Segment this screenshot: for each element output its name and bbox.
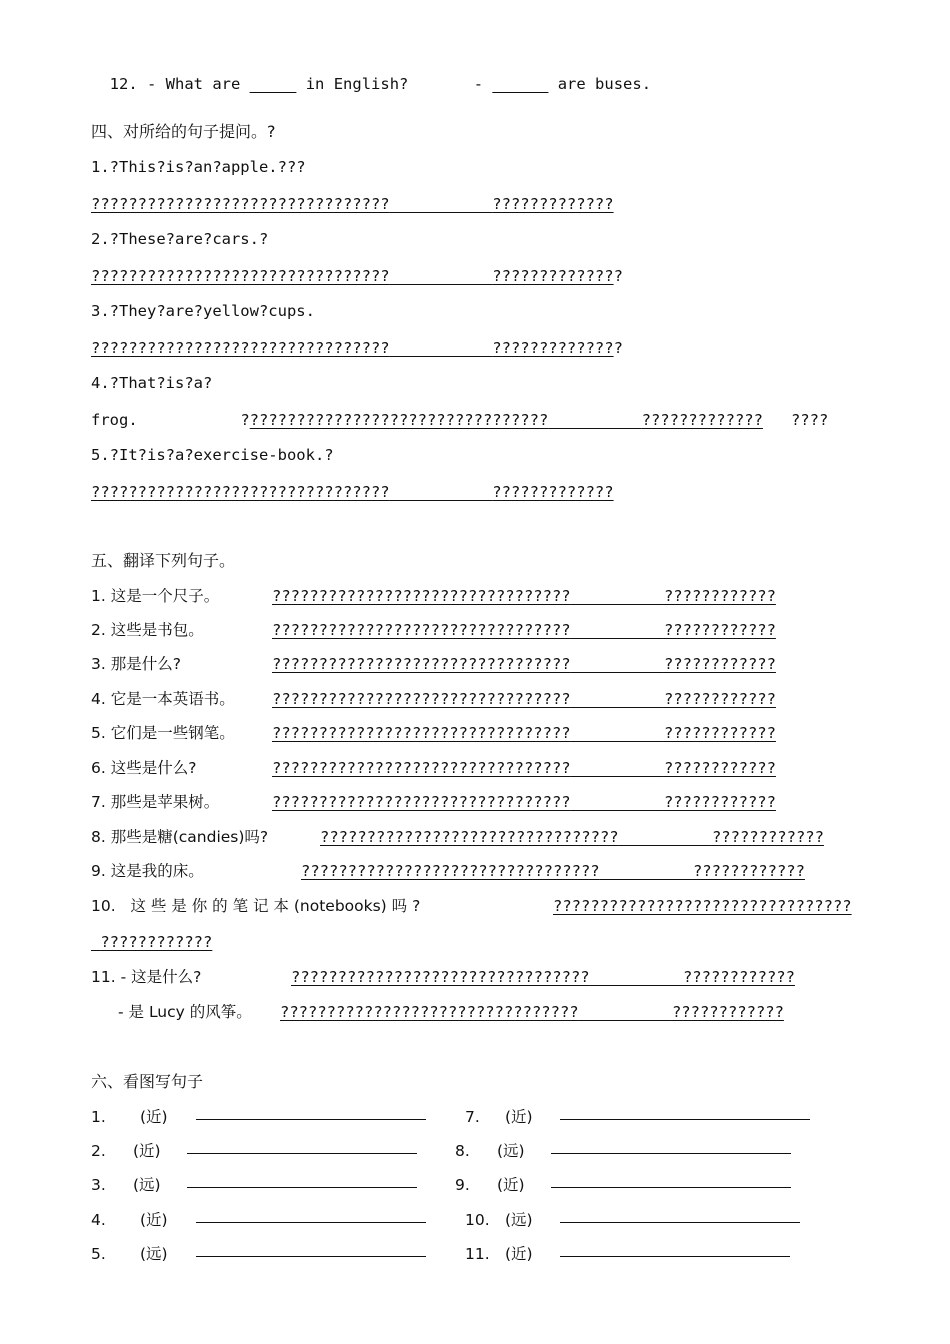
s5-item-8-answer-a: ???????????????????????????????? [320, 828, 619, 846]
s5-item-5-label [91, 722, 235, 744]
s6-right-2-num: 8. [455, 1142, 470, 1160]
q12-blank-b[interactable]: ______ [492, 75, 549, 93]
s5-item-3-answer-b: ???????????? [663, 655, 776, 673]
s5-item-10-answer-a-text: ???????????????????????????????? [553, 897, 852, 915]
s6-left-3-num: 3. [91, 1176, 106, 1194]
s5-item-4-answer[interactable] [272, 688, 776, 710]
s5-item-3-label [91, 653, 181, 675]
s5-item-11-text: - 这是什么? [120, 968, 202, 986]
s4-item-2-answer-b: ????????????? [492, 267, 614, 285]
s6-right-3-blank[interactable] [551, 1172, 791, 1194]
s6-right-1-num: 7. [465, 1108, 480, 1126]
s5-item-2-answer[interactable] [272, 619, 776, 641]
s5-item-9-num: 9. [91, 862, 106, 880]
s5-item-4-num: 4. [91, 690, 106, 708]
s6-left-5-num: 5. [91, 1245, 106, 1263]
s4-item-1-question: 1.?This?is?an?apple.??? [91, 158, 306, 176]
s5-item-11-gap [590, 968, 683, 986]
s6-right-5-tag: (近) [505, 1245, 533, 1263]
s5-item-1-answer-b: ???????????? [663, 587, 776, 605]
s5-item-11-num: 11. [91, 968, 116, 986]
s5-item-10-lead [91, 933, 100, 951]
s5-item-9-answer-b: ???????????? [692, 862, 805, 880]
s4-item-1-answer-b: ????????????? [492, 195, 614, 213]
q12-text-d: are buses. [557, 75, 652, 93]
s4-item-4-answer-line[interactable] [91, 409, 828, 431]
s5-item-11b-answer[interactable] [280, 1001, 784, 1023]
s4-item-5-gap [390, 483, 493, 501]
s5-item-8-num: 8. [91, 828, 106, 846]
s6-right-4-blank[interactable] [560, 1207, 800, 1229]
q12-text-b: in English? [305, 75, 409, 93]
s5-item-11b-answer-a: ???????????????????????????????? [280, 1003, 579, 1021]
s5-item-1-label [91, 585, 219, 607]
s5-item-10-label [91, 895, 420, 917]
s5-item-7-gap [571, 793, 664, 811]
s6-right-3-num: 9. [455, 1176, 470, 1194]
s5-item-5-num: 5. [91, 724, 106, 742]
s5-item-7-answer-b: ???????????? [663, 793, 776, 811]
s4-item-1-answer[interactable] [91, 193, 614, 215]
s5-item-3-text: 那是什么? [110, 655, 181, 673]
s5-item-5-gap [571, 724, 664, 742]
q12-text-c: - [473, 75, 484, 93]
s5-item-4-answer-a: ???????????????????????????????? [272, 690, 571, 708]
s5-item-8-label [91, 826, 268, 848]
section-5-title: 五、翻译下列句子。 [91, 551, 236, 570]
s5-item-4-text: 它是一本英语书。 [110, 690, 235, 708]
q12-blank-a[interactable]: _____ [249, 75, 297, 93]
s5-item-3-gap [571, 655, 664, 673]
q12-text-a: - What are [147, 75, 241, 93]
s6-left-1 [91, 1106, 106, 1128]
s6-left-2-blank[interactable] [187, 1138, 417, 1160]
s5-item-11b-label: - 是 Lucy 的风筝。 [118, 1003, 252, 1021]
s5-item-11b-gap [579, 1003, 672, 1021]
s6-right-2-tag: (远) [497, 1142, 525, 1160]
s5-item-10-answer-b-text: ???????????? [100, 933, 213, 951]
s4-item-3-gap [390, 339, 493, 357]
s4-item-2-answer[interactable] [91, 265, 623, 287]
s6-right-3-tag: (近) [497, 1176, 525, 1194]
s5-item-2-answer-b: ???????????? [663, 621, 776, 639]
s4-item-1-gap [390, 195, 493, 213]
s4-item-3-question: 3.?They?are?yellow?cups. [91, 302, 315, 320]
s5-item-3-answer[interactable] [272, 653, 776, 675]
s5-item-3-answer-a: ???????????????????????????????? [272, 655, 571, 673]
s5-item-6-num: 6. [91, 759, 106, 777]
s5-item-11-answer-a: ???????????????????????????????? [291, 968, 590, 986]
s5-item-10-answer-b[interactable] [91, 931, 212, 953]
s4-item-3-tail: ? [613, 339, 623, 357]
s5-item-3-num: 3. [91, 655, 106, 673]
s5-item-5-text: 它们是一些钢笔。 [110, 724, 235, 742]
s5-item-7-text: 那些是苹果树。 [110, 793, 220, 811]
section-4-title: 四、对所给的句子提问。? [91, 122, 276, 141]
s4-item-4-gap [548, 411, 641, 429]
s5-item-10-answer-a[interactable] [553, 895, 852, 917]
s5-item-9-answer-a: ???????????????????????????????? [301, 862, 600, 880]
s4-item-2-gap [390, 267, 493, 285]
s6-left-2-num: 2. [91, 1142, 106, 1160]
s4-item-5-question: 5.?It?is?a?exercise-book.? [91, 446, 334, 464]
s5-item-9-text: 这是我的床。 [110, 862, 204, 880]
s5-item-2-text: 这些是书包。 [110, 621, 204, 639]
s4-item-4-answer-b: ????????????? [641, 411, 763, 429]
s4-item-3-answer-b: ????????????? [492, 339, 614, 357]
q12-number: 12. [109, 75, 138, 93]
s5-item-10-num: 10. [91, 897, 116, 915]
s5-item-9-answer[interactable] [301, 860, 805, 882]
s4-item-3-answer[interactable] [91, 337, 623, 359]
s4-item-1-answer-a: ???????????????????????????????? [91, 195, 390, 213]
s5-item-1-answer[interactable] [272, 585, 776, 607]
s4-item-2-answer-a: ???????????????????????????????? [91, 267, 390, 285]
s6-left-4-num: 4. [91, 1211, 106, 1229]
s5-item-1-gap [571, 587, 664, 605]
s5-item-8-text: 那些是糖(candies)吗? [110, 828, 269, 846]
s4-item-4-tail: ???? [790, 411, 829, 429]
s5-item-1-answer-a: ???????????????????????????????? [272, 587, 571, 605]
s5-item-6-gap [571, 759, 664, 777]
question-12 [91, 51, 651, 95]
s5-item-9-gap [600, 862, 693, 880]
s6-left-5-blank[interactable] [196, 1241, 426, 1263]
s5-item-2-num: 2. [91, 621, 106, 639]
s6-left-2-tag: (近) [133, 1142, 161, 1160]
s5-item-6-answer[interactable] [272, 757, 776, 779]
s5-item-9-label [91, 860, 204, 882]
s5-item-8-answer[interactable] [320, 826, 824, 848]
s5-item-5-answer[interactable] [272, 722, 776, 744]
s5-item-2-label [91, 619, 204, 641]
s6-left-3-tag: (远) [133, 1176, 161, 1194]
s6-left-4-tag: (近) [140, 1211, 168, 1229]
s5-item-6-answer-a: ???????????????????????????????? [272, 759, 571, 777]
s5-item-11-answer[interactable] [291, 966, 795, 988]
s4-item-5-answer[interactable] [91, 481, 614, 503]
s6-right-4-tag: (远) [505, 1211, 533, 1229]
s6-left-1-blank[interactable] [196, 1104, 426, 1126]
s5-item-7-label [91, 791, 219, 813]
s4-item-2-tail: ? [613, 267, 623, 285]
s5-item-7-num: 7. [91, 793, 106, 811]
s5-item-8-answer-b: ???????????? [711, 828, 824, 846]
s5-item-7-answer[interactable] [272, 791, 776, 813]
s6-left-1-tag: (近) [140, 1108, 168, 1126]
section-6-title: 六、看图写句子 [91, 1072, 204, 1091]
s4-item-4-lead: ? [240, 411, 250, 429]
s6-right-2-blank[interactable] [551, 1138, 791, 1160]
s5-item-1-text: 这是一个尺子。 [110, 587, 220, 605]
s4-item-4-answer-a: ???????????????????????????????? [249, 411, 549, 429]
s4-item-3-answer-a: ???????????????????????????????? [91, 339, 390, 357]
s4-item-5-answer-b: ????????????? [492, 483, 614, 501]
s4-item-4-question-cont: frog. [91, 411, 138, 429]
s5-item-7-answer-a: ???????????????????????????????? [272, 793, 571, 811]
s4-item-4-question: 4.?That?is?a? [91, 374, 213, 392]
s5-item-5-answer-b: ???????????? [663, 724, 776, 742]
s6-left-5-tag: (远) [140, 1245, 168, 1263]
s6-right-4-num: 10. [465, 1211, 490, 1229]
s5-item-4-gap [571, 690, 664, 708]
s5-item-4-answer-b: ???????????? [663, 690, 776, 708]
s5-item-5-answer-a: ???????????????????????????????? [272, 724, 571, 742]
s5-item-2-answer-a: ???????????????????????????????? [272, 621, 571, 639]
s5-item-8-gap [619, 828, 712, 846]
s5-item-6-label [91, 757, 196, 779]
s6-right-5-blank[interactable] [560, 1241, 790, 1263]
s5-item-11b-answer-b: ???????????? [671, 1003, 784, 1021]
s5-item-11-answer-b: ???????????? [682, 968, 795, 986]
s5-item-1-num: 1. [91, 587, 106, 605]
s6-right-1-tag: (近) [505, 1108, 533, 1126]
s6-right-1-blank[interactable] [560, 1104, 810, 1126]
s5-item-6-text: 这些是什么? [110, 759, 197, 777]
s5-item-10-text: 这 些 是 你 的 笔 记 本 (notebooks) 吗 ? [130, 897, 421, 915]
s6-left-3-blank[interactable] [187, 1172, 417, 1194]
s6-left-1-num: 1. [91, 1108, 106, 1126]
s6-left-4-blank[interactable] [196, 1207, 426, 1229]
s5-item-6-answer-b: ???????????? [663, 759, 776, 777]
s6-right-5-num: 11. [465, 1245, 490, 1263]
s4-item-2-question: 2.?These?are?cars.? [91, 230, 269, 248]
s5-item-4-label [91, 688, 235, 710]
s5-item-2-gap [571, 621, 664, 639]
s4-item-5-answer-a: ???????????????????????????????? [91, 483, 390, 501]
s5-item-11-label [91, 966, 201, 988]
